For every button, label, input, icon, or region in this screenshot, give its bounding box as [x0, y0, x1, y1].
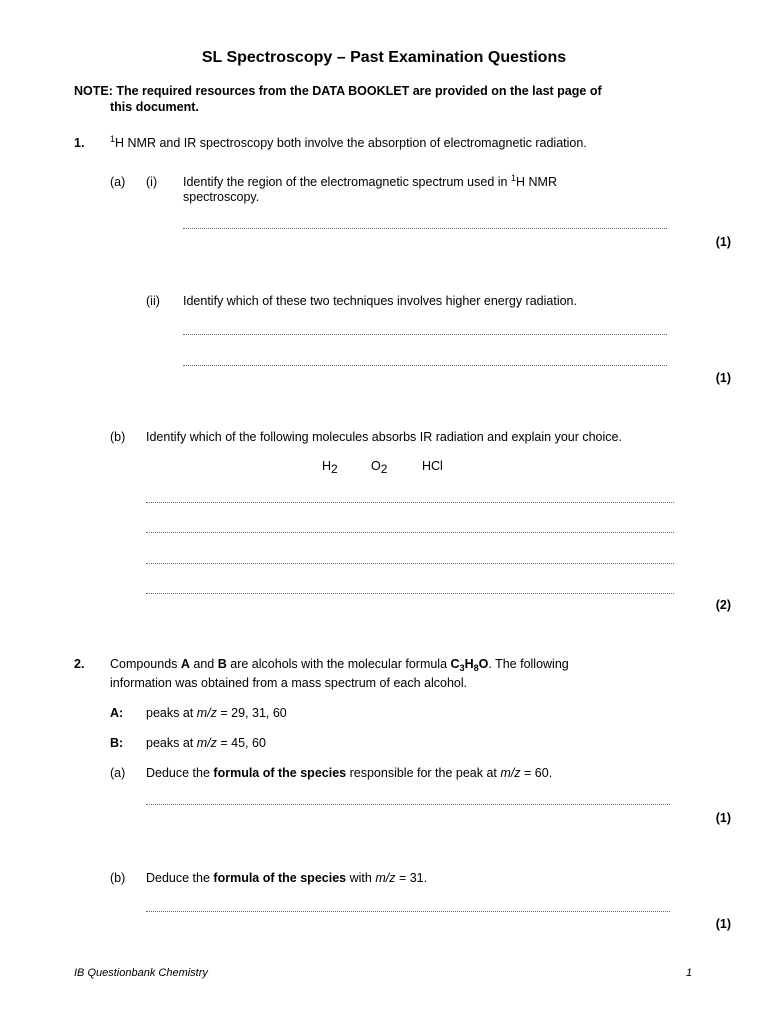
question-2-stem-line-2: information was obtained from a mass spectrum of each alcohol.	[110, 676, 468, 690]
part-text-bold: formula of the species	[213, 871, 347, 885]
superscript: 1	[510, 173, 516, 183]
question-1-stem	[110, 136, 587, 150]
part-a-i-text-3: spectroscopy.	[183, 190, 260, 204]
mz-symbol: m/z	[196, 736, 217, 750]
formula-o: O	[478, 657, 489, 671]
part-text: = 31.	[398, 871, 428, 885]
part-a-i-text-2: H NMR	[516, 175, 557, 189]
part-a-ii-text: Identify which of these two techniques involves higher energy radiation.	[183, 294, 577, 308]
answer-line[interactable]	[183, 334, 667, 335]
superscript: 1	[110, 134, 116, 144]
part-a-ii-label: (ii)	[146, 294, 160, 308]
note-line-2: this document.	[110, 100, 199, 114]
answer-line[interactable]	[146, 532, 674, 533]
stem-text: and	[193, 657, 215, 671]
molecule-base: O	[371, 459, 381, 473]
stem-text: . The following	[488, 657, 569, 671]
peaks-text: peaks at	[146, 736, 194, 750]
part-b-label: (b)	[110, 430, 126, 444]
q2-part-a-text	[146, 766, 552, 780]
page-number: 1	[686, 967, 693, 979]
q2-part-a-label: (a)	[110, 766, 126, 780]
molecule-h2	[322, 459, 338, 476]
stem-text: are alcohols with the molecular formula	[230, 657, 448, 671]
part-text: Deduce the	[146, 871, 210, 885]
peaks-values: = 45, 60	[220, 736, 266, 750]
compound-b: B	[217, 657, 227, 671]
question-2-number: 2.	[74, 657, 85, 671]
compound-b-label: B:	[110, 736, 124, 750]
footer-source: IB Questionbank Chemistry	[74, 967, 208, 979]
part-text: = 60.	[524, 766, 553, 780]
answer-line[interactable]	[146, 804, 670, 805]
note-line-1: NOTE: The required resources from the DATA BOOKLET are provided on the last page of	[74, 84, 602, 98]
part-text: with	[349, 871, 372, 885]
mz-symbol: m/z	[196, 706, 217, 720]
mark: (1)	[715, 371, 731, 385]
formula-h: H	[464, 657, 474, 671]
compound-b-peaks	[146, 736, 266, 750]
part-text: Deduce the	[146, 766, 210, 780]
question-1-number: 1.	[74, 136, 85, 150]
part-a-label: (a)	[110, 175, 126, 189]
molecule-subscript: 2	[331, 462, 338, 476]
part-a-i-text-1: Identify the region of the electromagnetic spectrum used in	[183, 175, 508, 189]
stem-text: Compounds	[110, 657, 178, 671]
molecule-base: H	[322, 459, 332, 473]
molecule-o2	[371, 459, 388, 476]
part-a-i-text	[183, 175, 557, 189]
molecular-formula	[451, 657, 489, 671]
compound-a-peaks	[146, 706, 287, 720]
mz-symbol: m/z	[375, 871, 396, 885]
answer-line[interactable]	[183, 228, 667, 229]
molecule-subscript: 2	[380, 462, 388, 476]
page-title: SL Spectroscopy – Past Examination Questions	[201, 49, 567, 66]
answer-line[interactable]	[146, 593, 674, 594]
peaks-text: peaks at	[146, 706, 194, 720]
part-text: responsible for the peak at	[349, 766, 497, 780]
q2-part-b-label: (b)	[110, 871, 126, 885]
answer-line[interactable]	[183, 365, 667, 366]
part-b-text: Identify which of the following molecules absorbs IR radiation and explain your choice.	[146, 430, 622, 444]
note	[74, 83, 694, 115]
mz-symbol: m/z	[500, 766, 521, 780]
question-2-stem-line-1	[110, 657, 569, 671]
molecule-hcl	[422, 459, 443, 473]
mark: (1)	[715, 235, 731, 249]
peaks-values: = 29, 31, 60	[220, 706, 287, 720]
formula-subscript: 3	[459, 663, 465, 673]
mark: (1)	[715, 811, 731, 825]
question-1-stem-text: H NMR and IR spectroscopy both involve the absorption of electromagnetic radiation.	[115, 136, 587, 150]
compound-a-label: A:	[110, 706, 124, 720]
mark: (2)	[715, 598, 731, 612]
molecule-base: HCl	[422, 459, 443, 473]
formula-c: C	[450, 657, 460, 671]
compound-a: A	[180, 657, 190, 671]
part-a-i-label: (i)	[146, 175, 158, 189]
mark: (1)	[715, 917, 731, 931]
answer-line[interactable]	[146, 502, 674, 503]
answer-line[interactable]	[146, 563, 674, 564]
q2-part-b-text	[146, 871, 427, 885]
answer-line[interactable]	[146, 911, 670, 912]
part-text-bold: formula of the species	[213, 766, 347, 780]
formula-subscript: 8	[473, 663, 479, 673]
